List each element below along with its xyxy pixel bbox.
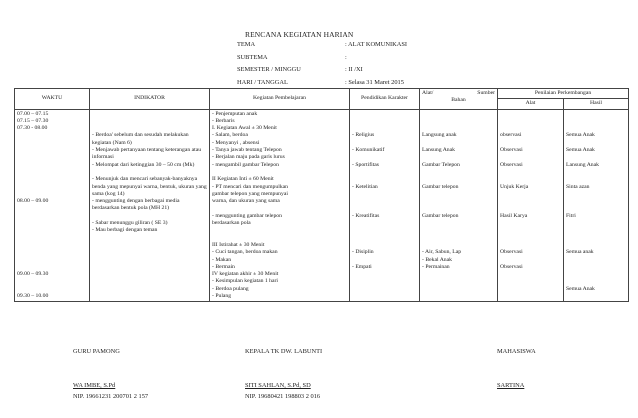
col-alat (420, 109, 498, 302)
cell-line: - Makan (212, 256, 232, 263)
cell-line: Gambar telepon (422, 183, 459, 190)
table-header-row (15, 89, 629, 99)
document-title: RENCANA KEGIATAN HARIAN (245, 30, 354, 39)
cell-line: - Menjawab pertanyaan tentang keterangan atau informasi (92, 147, 202, 161)
cell-line (566, 191, 626, 198)
cell-line (352, 191, 417, 198)
header-alat-right: Sumber (477, 90, 495, 96)
cell-line (352, 111, 417, 118)
cell-line: 07.30 - 08.00 (17, 125, 48, 132)
cell-line: - Berbaris (212, 117, 235, 124)
cell-line (352, 118, 417, 125)
cell-line: gambar telepon yang mempunyai (212, 190, 288, 197)
cell-line: berdasarkan pola (212, 220, 251, 227)
cell-line (352, 227, 417, 234)
cell-line: - Bermain (212, 263, 235, 270)
cell-line (422, 198, 495, 205)
cell-line (500, 140, 561, 147)
cell-line: Observasi (500, 161, 523, 168)
col-penilaian-hasil (564, 109, 629, 302)
header-penilaian-alat: Alat (498, 99, 564, 109)
cell-line (17, 162, 87, 169)
header-penilaian: Penilaian Perkembangan (498, 89, 629, 99)
cell-line (17, 227, 87, 234)
cell-line (500, 191, 561, 198)
header-penilaian-hasil: Hasil (564, 99, 629, 109)
cell-line (92, 125, 207, 132)
cell-line (422, 227, 495, 234)
cell-line (566, 227, 626, 234)
cell-line: - Permainan (422, 263, 450, 270)
cell-line (422, 169, 495, 176)
cell-line (212, 205, 347, 212)
cell-line: 09.00 – 09.30 (17, 271, 49, 278)
activity-table (14, 88, 629, 302)
cell-line (500, 257, 561, 264)
cell-line: - Empati (352, 263, 372, 270)
cell-line: - Air, Sabun, Lap (422, 249, 462, 256)
cell-line (352, 205, 417, 212)
header-alat-top (422, 90, 495, 97)
meta-value: : ALAT KOMUNIKASI (345, 41, 408, 48)
cell-line (422, 205, 495, 212)
cell-line (17, 205, 87, 212)
cell-line: Semua Anak (566, 132, 595, 139)
cell-line: Gambar Telepon (422, 161, 460, 168)
cell-line (422, 235, 495, 242)
cell-line (500, 176, 561, 183)
signature-middle-role: KEPALA TK DW. LABUNTI (245, 348, 323, 355)
cell-line: Semua Anak (566, 285, 595, 292)
meta-key: TEMA (237, 41, 256, 48)
meta-key: HARI / TANGGAL (237, 78, 288, 86)
cell-line (566, 140, 626, 147)
col-kegiatan (210, 109, 350, 302)
cell-line (17, 242, 87, 249)
cell-line: Semua anak (566, 249, 594, 256)
cell-line: IV kegiatan akhir ± 30 Menit (212, 271, 279, 278)
cell-line: - Komunikatif (352, 147, 385, 154)
cell-line: - mengambil gambar Telepon (212, 161, 279, 168)
col-indikator (90, 109, 210, 302)
cell-line (352, 220, 417, 227)
cell-line (212, 169, 347, 176)
cell-line: II Kegiatan Inti ± 60 Menit (212, 176, 274, 183)
cell-line (566, 125, 626, 132)
cell-line: - Ketelitian (352, 183, 378, 190)
cell-line (566, 271, 626, 278)
cell-line (500, 154, 561, 161)
header-alat-left: Alat/ (422, 90, 434, 96)
cell-line (566, 235, 626, 242)
cell-line (566, 154, 626, 161)
cell-line (17, 278, 87, 285)
table-row (15, 109, 629, 302)
cell-line (500, 235, 561, 242)
cell-line (17, 176, 87, 183)
cell-line (17, 257, 87, 264)
cell-line (352, 169, 417, 176)
cell-line: 07.00 – 07.15 (17, 110, 49, 117)
signature-right-name: SARTINA (497, 382, 525, 389)
cell-line (566, 220, 626, 227)
col-penilaian-alat (498, 109, 564, 302)
cell-line: Lansung Anak (566, 161, 600, 168)
cell-line: 09.30 – 10.00 (17, 293, 49, 300)
col-waktu (15, 109, 90, 302)
cell-line (422, 242, 495, 249)
cell-line: - Disiplin (352, 249, 374, 256)
cell-line (352, 257, 417, 264)
cell-line (352, 198, 417, 205)
meta-key: SEMESTER / MINGGU (237, 66, 301, 73)
cell-line: Observasi (500, 263, 523, 270)
cell-line: I. Kegiatan Awal ± 30 Menit (212, 125, 277, 132)
cell-line (17, 169, 87, 176)
header-waktu: WAKTU (15, 89, 90, 110)
cell-line (92, 118, 207, 125)
header-indikator: INDIKATOR (90, 89, 210, 110)
cell-line: III Istirahat ± 30 Menit (212, 241, 265, 248)
cell-line: Lansung Anak (422, 147, 456, 154)
cell-line (17, 286, 87, 293)
cell-line (17, 132, 87, 139)
cell-line (352, 140, 417, 147)
meta-key: SUBTEMA (237, 53, 268, 61)
cell-line: Sinta azan (566, 183, 590, 190)
cell-line (500, 118, 561, 125)
cell-line (17, 220, 87, 227)
header-alat-sumber-bahan (420, 89, 498, 110)
header-alat-bottom: Bahan (451, 97, 466, 104)
signature-right-role: MAHASISWA (497, 348, 536, 355)
cell-line: - Religius (352, 132, 375, 139)
cell-line: 07.15 – 07.30 (17, 117, 49, 124)
meta-value: : Selasa 31 Maret 2015 (345, 78, 404, 86)
meta-value: : (345, 53, 347, 61)
cell-line (92, 169, 207, 176)
cell-line (566, 278, 626, 285)
cell-line (422, 154, 495, 161)
cell-line: - Menyanyi , absensi (212, 139, 260, 146)
cell-line: observasi (500, 132, 522, 139)
cell-line (500, 111, 561, 118)
cell-line (566, 205, 626, 212)
cell-line (566, 118, 626, 125)
cell-line: - Kreatifitas (352, 212, 380, 219)
cell-line: - menggunting dengan berbagai media berdasarkan bentuk pola (MH 21) (92, 198, 180, 212)
cell-line (17, 249, 87, 256)
cell-line: - Sabar menunggu giliran ( SE 3) (92, 220, 168, 227)
cell-line: - Cuci tangan, berdoa makan (212, 249, 278, 256)
cell-line (17, 147, 87, 154)
cell-line (212, 227, 347, 234)
cell-line (500, 220, 561, 227)
cell-line: Unjuk Kerja (500, 183, 529, 190)
cell-line (422, 140, 495, 147)
cell-line: Semua Anak (566, 147, 595, 154)
cell-line (422, 125, 495, 132)
cell-line: - menggunting gambar telepon (212, 212, 282, 219)
cell-line (352, 235, 417, 242)
cell-line (500, 169, 561, 176)
header-kegiatan: Kegiatan Pembelajaran (210, 89, 350, 110)
signature-left-role: GURU PAMONG (73, 348, 120, 355)
cell-line (92, 111, 207, 118)
cell-line (352, 154, 417, 161)
cell-line (17, 184, 87, 191)
cell-line: - Mau berbagi dengan teman (92, 227, 158, 234)
cell-line (352, 242, 417, 249)
cell-line (566, 264, 626, 271)
cell-line (500, 125, 561, 132)
cell-line (566, 169, 626, 176)
cell-line: - Pulang (212, 293, 232, 300)
cell-line: warna, dan ukuran yang sama (212, 198, 280, 205)
cell-line (566, 176, 626, 183)
cell-line: - PT mencari dan mengumpulkan (212, 183, 289, 190)
cell-line: 08.00 – 09.00 (17, 198, 49, 205)
cell-line: - Melompat dari ketinggian 30 – 50 cm (Mk) (92, 161, 195, 168)
cell-line: - Berjalan maju pada garis lurus (212, 154, 285, 161)
cell-line (17, 213, 87, 220)
cell-line (17, 264, 87, 271)
cell-line: Hasil Karya (500, 212, 528, 219)
signature-left-nip: NIP. 19661231 200701 2 157 (73, 393, 149, 400)
cell-line (352, 176, 417, 183)
cell-line (500, 227, 561, 234)
cell-line: - Tanya jawab tentang Telepon (212, 147, 282, 154)
signature-middle-nip: NIP. 19680421 198803 2 016 (245, 393, 321, 400)
cell-line: - Menunjuk dan mencari sebanyak-banyaknya benda yang mepunyai warna, bentuk, ukuran yang sama (kog 14) (92, 176, 207, 197)
cell-line (500, 242, 561, 249)
cell-line (422, 220, 495, 227)
cell-line: - Bekal Anak (422, 256, 453, 263)
cell-line: - Berdoa' sebelum dan sesudah melakukan kegiatan (Nam 6) (92, 132, 189, 146)
cell-line (17, 154, 87, 161)
cell-line: - Sportifitas (352, 161, 380, 168)
cell-line: - Penjemputan anak (212, 110, 258, 117)
cell-line: - Salam, berdoa (212, 132, 248, 139)
cell-line (566, 198, 626, 205)
cell-line (566, 242, 626, 249)
cell-line (212, 235, 347, 242)
cell-line (17, 235, 87, 242)
signature-left-name: WA IMBE, S.Pd (73, 382, 116, 389)
cell-line: Fitri (566, 212, 576, 219)
cell-line (422, 111, 495, 118)
cell-line (17, 140, 87, 147)
cell-line (17, 191, 87, 198)
cell-line (422, 118, 495, 125)
header-pendidikan-karakter: Pendidikan Karakter (350, 89, 420, 110)
cell-line: Langsung anak (422, 132, 457, 139)
cell-line: - Berdoa pulang (212, 285, 249, 292)
cell-line (422, 176, 495, 183)
cell-line (422, 191, 495, 198)
cell-line: Observasi (500, 147, 523, 154)
cell-line (566, 111, 626, 118)
cell-line (92, 213, 207, 220)
cell-line: Observasi (500, 249, 523, 256)
cell-line (352, 125, 417, 132)
cell-line (500, 198, 561, 205)
cell-line (500, 205, 561, 212)
cell-line: - Kesimpulan kegiatan 1 hari (212, 278, 279, 285)
col-pendidikan (350, 109, 420, 302)
cell-line (566, 257, 626, 264)
signature-middle-name: SITI SAHLAN, S.Pd, SD (245, 382, 311, 389)
cell-line: Gambar telepon (422, 212, 459, 219)
meta-value: : II /XI (345, 66, 363, 73)
